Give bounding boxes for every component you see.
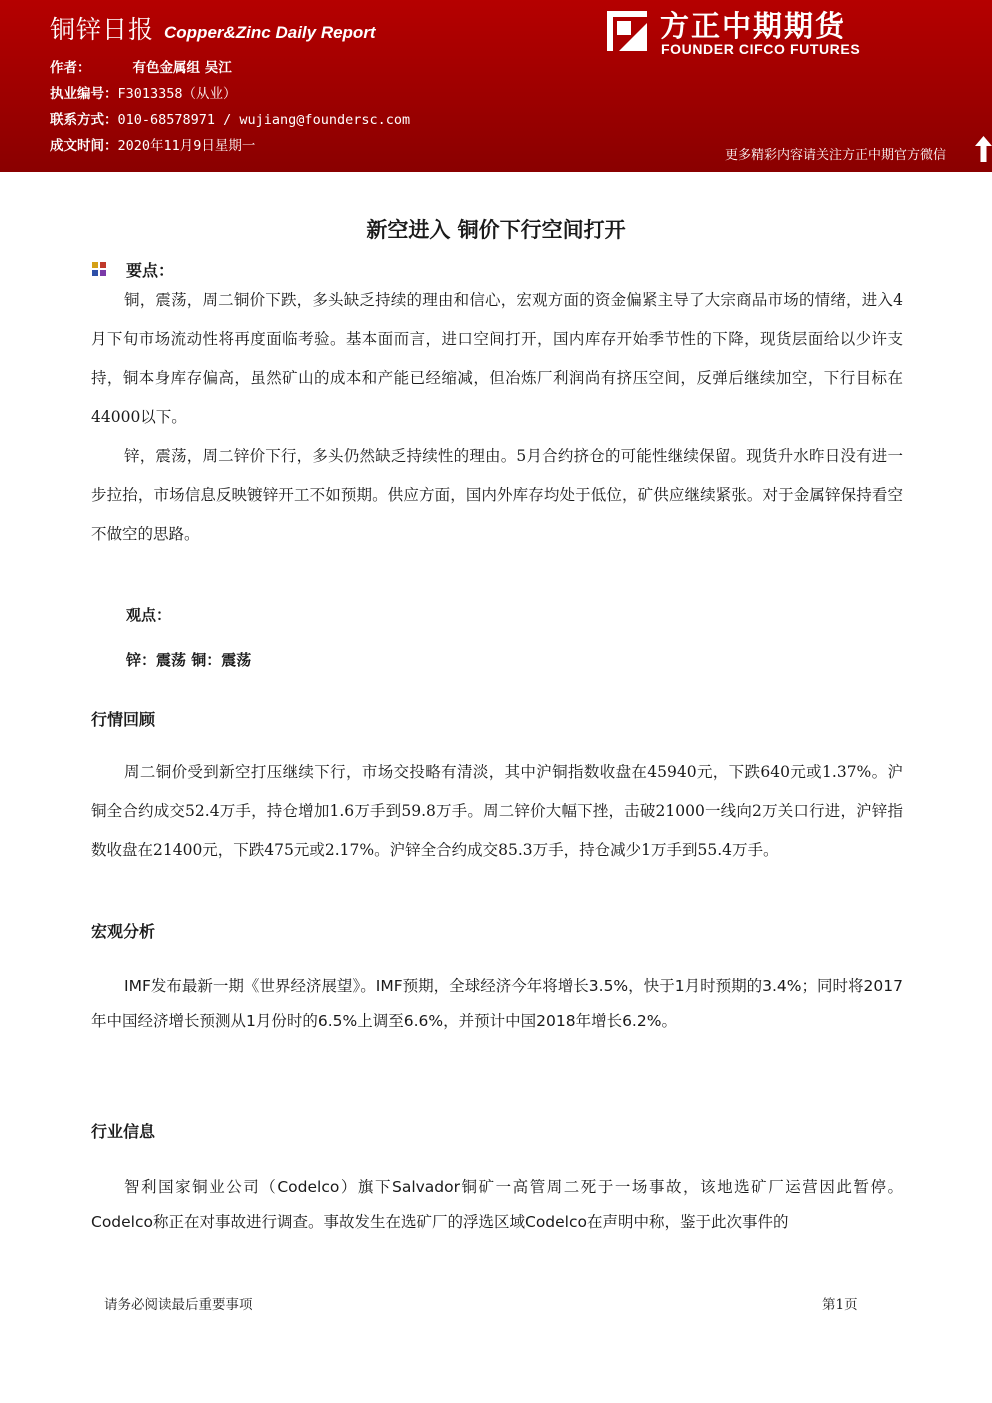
contact-value: 010-68578971 / wujiang@foundersc.com: [117, 112, 411, 128]
company-logo-icon: [603, 7, 651, 55]
zinc-summary-paragraph: 锌，震荡，周二锌价下行，多头仍然缺乏持续性的理由。5月合约挤仓的可能性继续保留。现货升水昨日没有进一步拉抬，市场信息反映镀锌开工不如预期。供应方面，国内外库存均处于低位，矿供应继续紧张。对于金属锌保持看空不做空的思路。: [91, 447, 903, 543]
views-summary: 锌：震荡 铜：震荡: [126, 651, 252, 669]
license-value: F3013358（从业）: [117, 86, 237, 102]
bullet-icon: [90, 260, 108, 278]
date-label: 成文时间：: [50, 138, 118, 154]
market-review-heading: 行情回顾: [91, 710, 156, 729]
author-value: 有色金属组 吴江: [132, 60, 232, 76]
header-banner: [0, 0, 992, 172]
company-name-en: FOUNDER CIFCO FUTURES: [661, 41, 861, 57]
contact-line: [50, 108, 410, 128]
follow-wechat-text: 更多精彩内容请关注方正中期官方微信: [725, 148, 947, 163]
report-title-en: Copper&Zinc Daily Report: [164, 23, 376, 42]
license-line: [50, 82, 237, 102]
views-heading: 观点：: [126, 606, 172, 624]
author-line: [50, 56, 232, 76]
author-label: 作者：: [50, 60, 91, 76]
market-review-paragraph: 周二铜价受到新空打压继续下行，市场交投略有清淡，其中沪铜指数收盘在45940元，下跌640元或1.37%。沪铜全合约成交52.4万手，持仓增加1.6万手到59.8万手。周二锌价大幅下挫，击破21000一线向2万关口行进，沪锌指数收盘在21400元，下跌475元或2.17%。沪锌全合约成交85.3万手，持仓减少1万手到55.4万手。: [91, 763, 903, 859]
key-points-heading: 要点：: [126, 261, 175, 280]
copper-summary-paragraph: 铜，震荡，周二铜价下跌，多头缺乏持续的理由和信心，宏观方面的资金偏紧主导了大宗商品市场的情绪，进入4月下旬市场流动性将再度面临考验。基本面而言，进口空间打开，国内库存开始季节性的下降，现货层面给以少许支持，铜本身库存偏高，虽然矿山的成本和产能已经缩减，但冶炼厂利润尚有挤压空间，反弹后继续加空，下行目标在44000以下。: [91, 291, 903, 426]
industry-heading: 行业信息: [91, 1122, 156, 1141]
date-line: [50, 134, 255, 154]
date-value: 2020年11月9日星期一: [117, 138, 256, 154]
macro-heading: 宏观分析: [91, 922, 156, 941]
contact-label: 联系方式：: [50, 112, 118, 128]
report-title-cn: 铜锌日报: [50, 15, 155, 44]
article-title: 新空进入 铜价下行空间打开: [366, 218, 626, 242]
macro-paragraph: IMF发布最新一期《世界经济展望》。IMF预期，全球经济今年将增长3.5%，快于1月时预期的3.4%；同时将2017年中国经济增长预测从1月份时的6.5%上调至6.6%，并预计中国2018年增长6.2%。: [91, 977, 903, 1030]
company-name-cn: 方正中期期货: [660, 9, 847, 43]
industry-paragraph: 智利国家铜业公司（Codelco）旗下Salvador铜矿一高管周二死于一场事故，该地选矿厂运营因此暂停。Codelco称正在对事故进行调查。事故发生在选矿厂的浮选区域Codelco在声明中称，鉴于此次事件的: [91, 1178, 903, 1231]
footer-notice: 请务必阅读最后重要事项: [104, 1297, 253, 1313]
page-number: 第1页: [822, 1297, 858, 1313]
report-title: [50, 10, 376, 46]
license-label: 执业编号：: [50, 86, 118, 102]
up-arrow-icon: [975, 136, 992, 162]
